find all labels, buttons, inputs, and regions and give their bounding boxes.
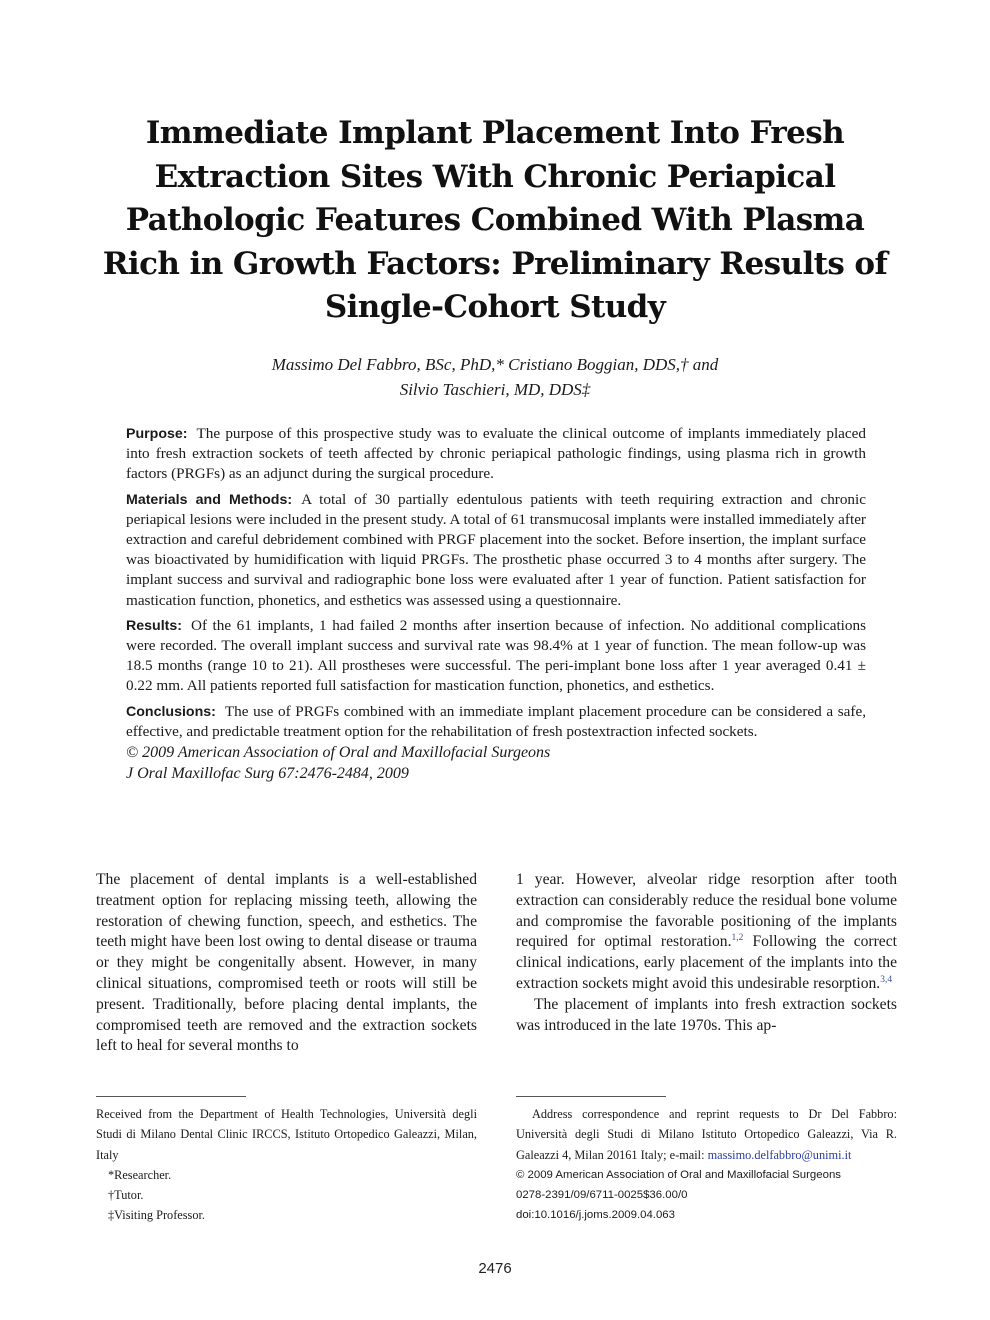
reference-link[interactable]: 1,2 xyxy=(731,933,744,944)
doi-link[interactable]: doi:10.1016/j.joms.2009.04.063 xyxy=(516,1209,675,1222)
body-paragraph: The placement of dental implants is a well-established treatment option for replacing missing teeth, allowing the restoration of chewing function, speech, and esthetics. The teeth might have been lost owing to dental disease or trauma or they might be congenitally absent. However, in many clinical situations, compromised teeth or roots will still be present. Traditionally, before placing dental implants, the compromised teeth are removed and the extraction sockets left to heal for several months to xyxy=(96,871,477,1055)
conclusions-heading: Conclusions: xyxy=(126,703,216,720)
abstract-purpose xyxy=(126,424,866,485)
email-link[interactable]: massimo.delfabbro@unimi.it xyxy=(707,1147,852,1162)
article-title: Immediate Implant Placement Into Fresh Extraction Sites With Chronic Periapical Pathologic Features Combined With Plasma Rich in Growth Factors: Preliminary Results of Single-Cohort Study xyxy=(102,115,888,325)
researcher-note: *Researcher. xyxy=(108,1167,172,1182)
body-text: 1 year. However, alveolar ridge resorption after tooth extraction can considerably reduce the residual bone volume and compromise the favorable positioning of the implants required for optimal restoration. xyxy=(516,871,897,951)
authors xyxy=(120,352,870,402)
methods-text: A total of 30 partially edentulous patients with teeth requiring extraction and chronic periapical lesions were included in the present study. A total of 61 transmucosal implants were installed immediately after extraction and careful debridement combined with PRGF placement into the socket. Before insertion, the implant surface was bioactivated by humidification with liquid PRGFs. The prosthetic phase occurred 3 to 4 months after surgery. The implant success and survival and radiographic bone loss were evaluated after 1 year of function. Patient satisfaction for mastication function, phonetics, and esthetics was assessed using a questionnaire. xyxy=(126,490,866,609)
address-text: Address correspondence and reprint requests to Dr Del Fabbro: Università degli Studi di Milano Istituto Ortopedico Galeazzi, Via R. Galeazzi 4, Milan 20161 Italy; e-mail: xyxy=(516,1107,897,1162)
conclusions-text: The use of PRGFs combined with an immediate implant placement procedure can be considered a safe, effective, and predictable treatment option for the rehabilitation of fresh postextraction infected sockets. xyxy=(126,702,866,740)
abstract-results xyxy=(126,616,866,697)
results-text: Of the 61 implants, 1 had failed 2 months after insertion because of infection. No additional complications were recorded. The overall implant success and survival rate was 98.4% at 1 year of function. The mean follow-up was 18.5 months (range 10 to 21). All prostheses were successful. The peri-implant bone loss after 1 year averaged 0.41 ± 0.22 mm. All patients reported full satisfaction for mastication function, phonetics, and esthetics. xyxy=(126,616,866,695)
body-column-left xyxy=(96,870,477,1057)
purpose-text: The purpose of this prospective study was to evaluate the clinical outcome of implants immediately placed into fresh extraction sockets of teeth affected by chronic periapical pathologic findings, using plasma rich in growth factors (PRGFs) as an adjunct during the surgical procedure. xyxy=(126,425,866,483)
footnote-copyright: © 2009 American Association of Oral and Maxillofacial Surgeons xyxy=(516,1168,841,1181)
body-paragraph: The placement of implants into fresh extraction sockets was introduced in the late 1970s. This ap- xyxy=(516,995,897,1034)
abstract-methods xyxy=(126,490,866,611)
reference-link[interactable]: 3,4 xyxy=(880,974,893,985)
methods-heading: Materials and Methods: xyxy=(126,491,293,508)
authors-line: Massimo Del Fabbro, BSc, PhD,* Cristiano Boggian, DDS,† and xyxy=(271,355,719,374)
footnotes-right xyxy=(516,1104,897,1226)
footnote-divider xyxy=(96,1096,246,1097)
body-text: Following the correct clinical indications, early placement of the implants into the extraction sockets might avoid this undesirable resorption. xyxy=(516,933,897,992)
received-note: Received from the Department of Health Technologies, Università degli Studi di Milano Dental Clinic IRCCS, Istituto Ortopedico Galeazzi, Milan, Italy xyxy=(96,1107,477,1162)
correspondence-note xyxy=(516,1104,897,1165)
abstract xyxy=(126,424,866,784)
results-heading: Results: xyxy=(126,617,182,634)
footnotes-left xyxy=(96,1104,477,1226)
abstract-conclusions xyxy=(126,702,866,742)
purpose-heading: Purpose: xyxy=(126,426,188,442)
footnote-divider xyxy=(516,1096,666,1097)
visiting-note: ‡Visiting Professor. xyxy=(108,1208,205,1223)
body-column-right xyxy=(516,870,897,1036)
page-number: 2476 xyxy=(478,1260,512,1277)
body-paragraph xyxy=(516,870,897,995)
tutor-note: †Tutor. xyxy=(108,1188,144,1203)
abstract-citation: J Oral Maxillofac Surg 67:2476-2484, 2009 xyxy=(126,765,409,783)
issn: 0278-2391/09/6711-0025$36.00/0 xyxy=(516,1189,688,1202)
abstract-copyright: © 2009 American Association of Oral and Maxillofacial Surgeons xyxy=(126,744,551,762)
authors-line: Silvio Taschieri, MD, DDS‡ xyxy=(399,380,591,399)
